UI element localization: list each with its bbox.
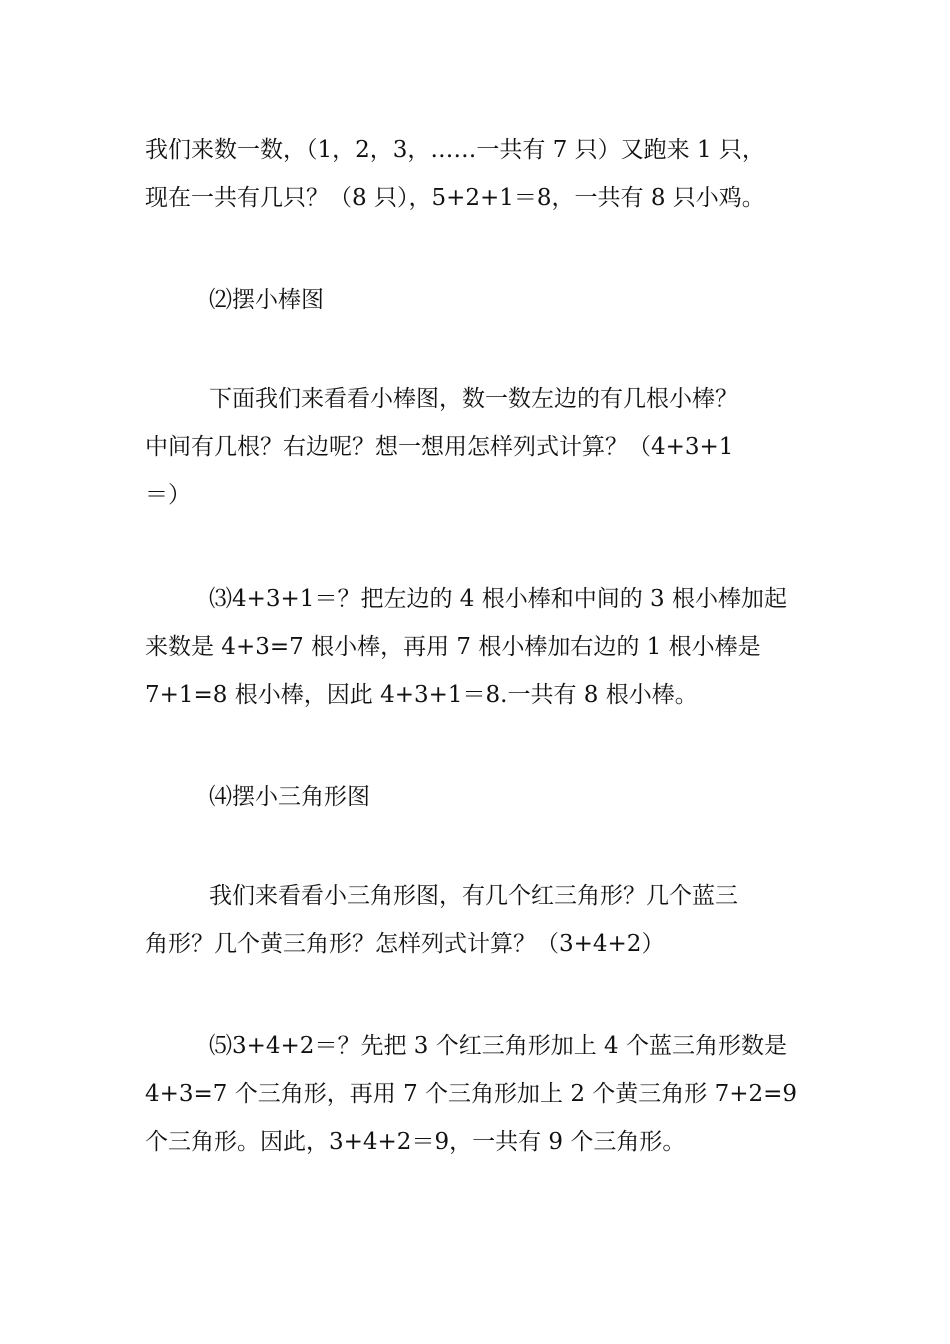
- text-line: 7+1=8 根小棒，因此 4+3+1＝8.一共有 8 根小棒。: [145, 682, 698, 708]
- text-line: 个三角形。因此，3+4+2＝9，一共有 9 个三角形。: [145, 1129, 686, 1155]
- text-line: ＝）: [145, 482, 191, 508]
- paragraph-sticks-answer: [145, 575, 810, 719]
- paragraph-triangles-answer: [145, 1022, 810, 1166]
- heading-triangles: [145, 773, 810, 821]
- heading-sticks: [145, 276, 810, 324]
- paragraph-counting-chicks: [145, 126, 810, 222]
- text-line: 现在一共有几只？（8 只），5+2+1＝8，一共有 8 只小鸡。: [145, 185, 765, 211]
- text-line: 4+3=7 个三角形，再用 7 个三角形加上 2 个黄三角形 7+2=9: [145, 1081, 798, 1107]
- text-line: 中间有几根？右边呢？想一想用怎样列式计算？（4+3+1: [145, 434, 734, 460]
- text-line: 我们来数一数，（1，2，3，……一共有 7 只）又跑来 1 只，: [145, 137, 765, 163]
- text-line: ⑵摆小棒图: [209, 287, 324, 313]
- text-line: 角形？几个黄三角形？怎样列式计算？（3+4+2）: [145, 931, 665, 957]
- text-line: 来数是 4+3=7 根小棒，再用 7 根小棒加右边的 1 根小棒是: [145, 634, 761, 660]
- paragraph-sticks-question: [145, 375, 810, 519]
- paragraph-triangles-question: [145, 872, 810, 968]
- text-line: ⑸3+4+2＝？先把 3 个红三角形加上 4 个蓝三角形数是: [209, 1033, 787, 1059]
- text-line: 下面我们来看看小棒图，数一数左边的有几根小棒？: [209, 386, 738, 412]
- text-line: 我们来看看小三角形图，有几个红三角形？几个蓝三: [209, 883, 738, 909]
- text-line: ⑶4+3+1＝？把左边的 4 根小棒和中间的 3 根小棒加起: [209, 586, 787, 612]
- text-line: ⑷摆小三角形图: [209, 784, 370, 810]
